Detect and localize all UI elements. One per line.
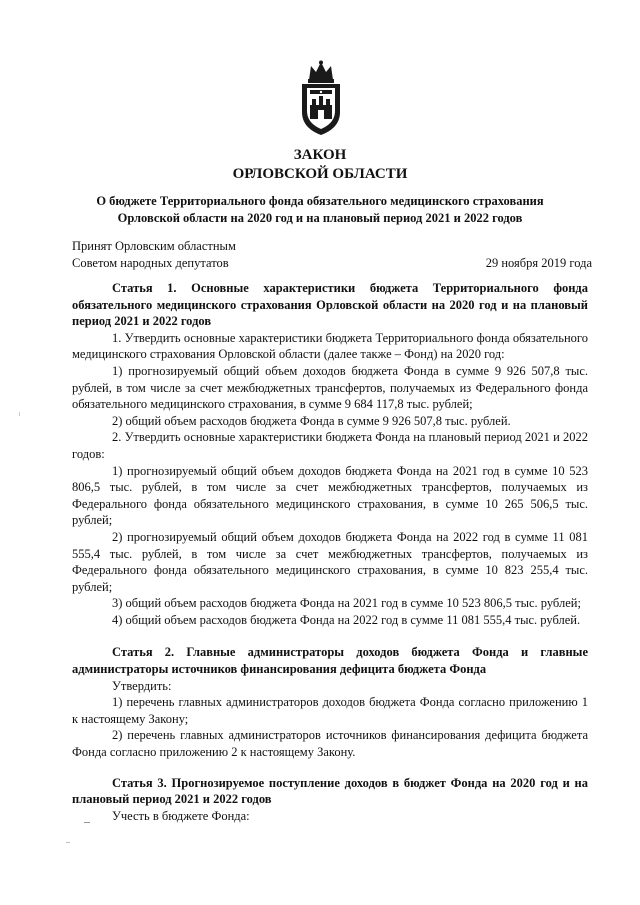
article-3-paragraph: Учесть в бюджете Фонда:: [112, 808, 250, 823]
adoption-block: [72, 238, 592, 272]
article-2-item: 1) перечень главных администраторов доходов бюджета Фонда согласно приложению 1 к настоящему Закону;: [72, 695, 588, 726]
article-2-title: Статья 2. Главные администраторы доходов бюджета Фонда и главные администраторы источников финансирования дефицита бюджета Фонда: [72, 645, 588, 677]
article-2-paragraph: Утвердить:: [112, 678, 172, 693]
article-1-item: 1) прогнозируемый общий объем доходов бюджета Фонда в сумме 9 926 507,8 тыс. рублей, в том числе за счет межбюджетных трансфертов, получаемых из Федерального фонда обязательного медицинского страхования, в сумме 9 684 117,8 тыс. рублей;: [72, 363, 588, 412]
article-3-title: Статья 3. Прогнозируемое поступление доходов в бюджет Фонда на 2020 год и на плановый период 2021 и 2022 годов: [72, 775, 588, 807]
adoption-date: 29 ноября 2019 года: [485, 256, 592, 270]
article-1-item: 1) прогнозируемый общий объем доходов бюджета Фонда на 2021 год в сумме 10 523 806,5 тыс. рублей, в том числе за счет межбюджетных трансфертов, получаемых из Федерального фонда обязательного медицинского страхования, в сумме 10 265 506,5 тыс. рублей;: [72, 463, 588, 528]
adopted-by-line1: Принят Орловским областным: [72, 239, 236, 253]
scan-speck: [84, 822, 90, 823]
article-1-item: 2) прогнозируемый общий объем доходов бюджета Фонда на 2022 год в сумме 11 081 555,4 тыс. рублей, в том числе за счет межбюджетных трансфертов, получаемых из Федерального фонда обязательного медицинского страхования, в сумме 10 823 255,4 тыс. рублей;: [72, 529, 588, 594]
article-1-item: 2) общий объем расходов бюджета Фонда в сумме 9 926 507,8 тыс. рублей.: [112, 413, 511, 428]
coat-of-arms-icon: [296, 60, 346, 136]
article-1-paragraph: 2. Утвердить основные характеристики бюджета Фонда на плановый период 2021 и 2022 годов:: [72, 430, 588, 461]
scan-speck: [19, 412, 20, 416]
adopted-by-line2: Советом народных депутатов: [72, 256, 229, 270]
subtitle-line: О бюджете Территориального фонда обязательного медицинского страхования: [96, 194, 544, 208]
article-1-item: 4) общий объем расходов бюджета Фонда на 2022 год в сумме 11 081 555,4 тыс. рублей.: [112, 612, 581, 627]
article-2-item: 2) перечень главных администраторов источников финансирования дефицита бюджета Фонда согласно приложению 2 к настоящему Закону.: [72, 728, 588, 760]
article-1-item: 3) общий объем расходов бюджета Фонда на 2021 год в сумме 10 523 806,5 тыс. рублей;: [112, 596, 581, 611]
subtitle-line: Орловской области на 2020 год и на плановый период 2021 и 2022 годов: [117, 211, 523, 225]
law-title: ЗАКОН: [293, 147, 347, 163]
law-region: ОРЛОВСКОЙ ОБЛАСТИ: [232, 166, 408, 182]
law-body: [72, 280, 588, 824]
scan-speck: [66, 842, 70, 843]
article-1-title: Статья 1. Основные характеристики бюджета Территориального фонда обязательного медицинского страхования Орловской области на 2020 год и на плановый период 2021 и 2022 годов: [72, 281, 588, 329]
article-1-paragraph: 1. Утвердить основные характеристики бюджета Территориального фонда обязательного медицинского страхования Орловской области (далее также – Фонд) на 2020 год:: [72, 330, 588, 362]
law-subtitle: [60, 193, 580, 227]
